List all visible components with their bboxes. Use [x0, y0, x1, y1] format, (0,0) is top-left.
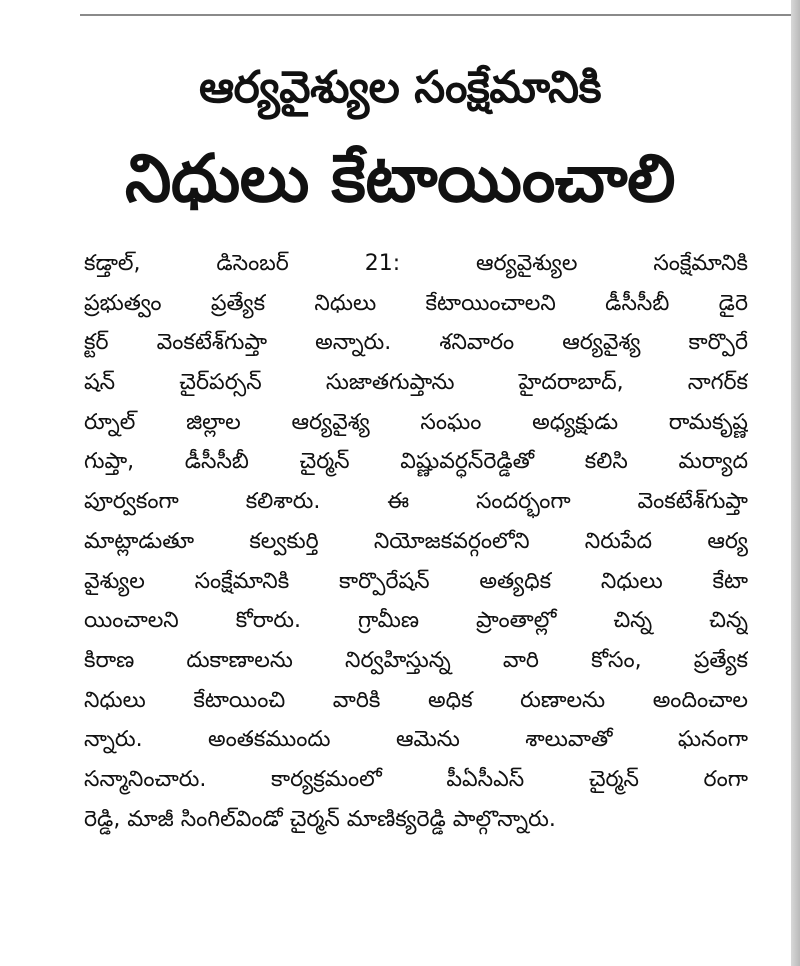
article-line: ప్రభుత్వం ప్రత్యేక నిధులు కేటాయించాలని డీసీసీబీ డైరె [84, 290, 748, 316]
article-line: క్టర్ వెంకటేశ్‌గుప్తా అన్నారు. శనివారం ఆర్యవైశ్య కార్పొరే [84, 330, 748, 356]
article-line: పూర్వకంగా కలిశారు. ఈ సందర్భంగా వెంకటేశ్‌గుప్తా [84, 489, 748, 515]
article-line: వైశ్యుల సంక్షేమానికి కార్పొరేషన్ అత్యధిక నిధులు కేటా [84, 568, 748, 594]
article-line: షన్ చైర్‌పర్సన్ సుజాతగుప్తాను హైదరాబాద్, నాగర్‌క [84, 370, 748, 396]
article-line: ర్నూల్ జిల్లాల ఆర్యవైశ్య సంఘం అధ్యక్షుడు రామకృష్ణ [84, 409, 748, 435]
article-line: కిరాణ దుకాణాలను నిర్వహిస్తున్న వారి కోసం, ప్రత్యేక [84, 647, 748, 673]
article-line: సన్మానించారు. కార్యక్రమంలో పీఏసీఎస్ చైర్మన్ రంగా [84, 766, 748, 792]
headline-line-1: ఆర్యవైశ్యుల సంక్షేమానికి [198, 62, 602, 113]
article-line: గుప్తా, డీసీసీబీ చైర్మన్ విష్ణువర్ధన్‌రెడ్డితో కలిసి మర్యాద [84, 449, 748, 475]
article-line: మాట్లాడుతూ కల్వకుర్తి నియోజకవర్గంలోని నిరుపేద ఆర్య [84, 528, 748, 554]
article-line: యించాలని కోరారు. గ్రామీణ ప్రాంతాల్లో చిన్న చిన్న [84, 608, 748, 634]
article-line: రెడ్డి, మాజీ సింగిల్‌విండో చైర్మన్ మాణిక్యరెడ్డి పాల్గొన్నారు. [84, 806, 556, 832]
article-body [84, 244, 748, 839]
top-divider-rule [80, 14, 800, 16]
article-line: కడ్తాల్, డిసెంబర్ 21: ఆర్యవైశ్యుల సంక్షేమానికి [84, 251, 748, 276]
headline-line-2: నిధులు కేటాయించాలి [125, 140, 675, 217]
article-line: నిధులు కేటాయించి వారికి అధిక రుణాలను అందించాల [84, 687, 748, 713]
article-line: న్నారు. అంతకముందు ఆమెను శాలువాతో ఘనంగా [84, 727, 748, 753]
